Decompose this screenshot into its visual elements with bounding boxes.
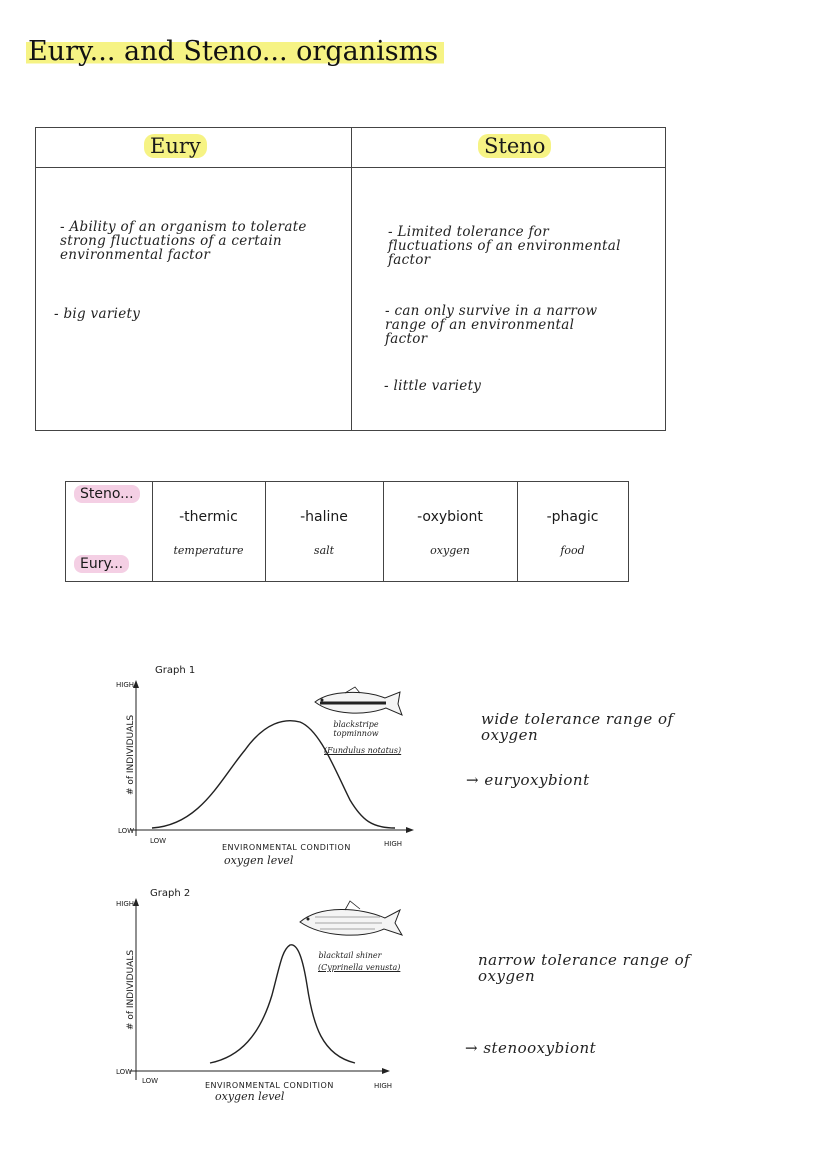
suffix-phagic: -phagic	[546, 509, 599, 525]
x-axis-label: ENVIRONMENTAL CONDITION	[222, 843, 351, 852]
row-label-steno: Steno...	[74, 486, 140, 502]
y-axis-label: # of INDIVIDUALS	[126, 714, 136, 796]
meaning-salt: salt	[313, 544, 335, 557]
header-divider	[36, 167, 665, 168]
meaning-oxygen: oxygen	[430, 544, 470, 557]
x-axis-arrow	[406, 827, 414, 833]
x-high-label: HIGH	[374, 1082, 393, 1090]
species-latin-name: (Cyprinella venusta)	[318, 963, 401, 972]
eury-note: - big variety	[54, 306, 141, 322]
x-low-label: LOW	[150, 837, 167, 845]
species-common-name: blackstripe topminnow	[333, 720, 379, 738]
graph-1-note: wide tolerance range of oxygen	[481, 710, 674, 744]
x-axis-arrow	[382, 1068, 390, 1074]
eury-note: - Ability of an organism to tolerate strong fluctuations of a certain environmental factor	[60, 219, 307, 263]
graph-2	[110, 885, 430, 1105]
meaning-temperature: temperature	[173, 544, 244, 557]
suffix-haline: -haline	[300, 509, 348, 525]
x-axis-label: ENVIRONMENTAL CONDITION	[205, 1081, 334, 1090]
y-low-label: LOW	[116, 1068, 133, 1076]
graph-1	[110, 660, 430, 875]
column-divider	[383, 482, 384, 581]
steno-note: - Limited tolerance for fluctuations of an environmental factor	[388, 224, 621, 268]
species-common-name: blacktail shiner	[318, 951, 382, 960]
graph-1-result: → euryoxybiont	[466, 771, 590, 789]
prefix-table	[65, 481, 629, 582]
y-high-label: HIGH	[116, 681, 135, 689]
suffix-thermic: -thermic	[179, 509, 238, 525]
graph-2-result: → stenooxybiont	[465, 1039, 597, 1057]
column-divider	[351, 128, 352, 430]
y-high-label: HIGH	[116, 900, 135, 908]
species-latin-name: (Fundulus notatus)	[324, 746, 402, 755]
x-axis-note: oxygen level	[215, 1090, 285, 1103]
column-divider	[517, 482, 518, 581]
y-axis-label: # of INDIVIDUALS	[126, 949, 136, 1031]
y-low-label: LOW	[118, 827, 135, 835]
page-title: Eury... and Steno... organisms	[26, 36, 444, 67]
x-axis-note: oxygen level	[224, 854, 294, 867]
column-divider	[265, 482, 266, 581]
graph-title: Graph 2	[150, 888, 191, 899]
steno-heading: Steno	[478, 134, 551, 158]
row-label-eury: Eury...	[74, 556, 129, 572]
graph-2-note: narrow tolerance range of oxygen	[478, 951, 691, 985]
graph-2-plot	[110, 885, 430, 1105]
fish-icon	[300, 901, 402, 935]
comparison-table	[35, 127, 666, 431]
suffix-oxybiont: -oxybiont	[417, 509, 483, 525]
column-divider	[152, 482, 153, 581]
steno-note: - little variety	[384, 378, 482, 394]
steno-note: - can only survive in a narrow range of an environmental factor	[385, 303, 598, 347]
x-low-label: LOW	[142, 1077, 159, 1085]
fish-icon	[315, 687, 402, 715]
meaning-food: food	[560, 544, 585, 557]
eury-heading: Eury	[144, 134, 207, 158]
graph-title: Graph 1	[155, 665, 196, 676]
x-high-label: HIGH	[384, 840, 403, 848]
